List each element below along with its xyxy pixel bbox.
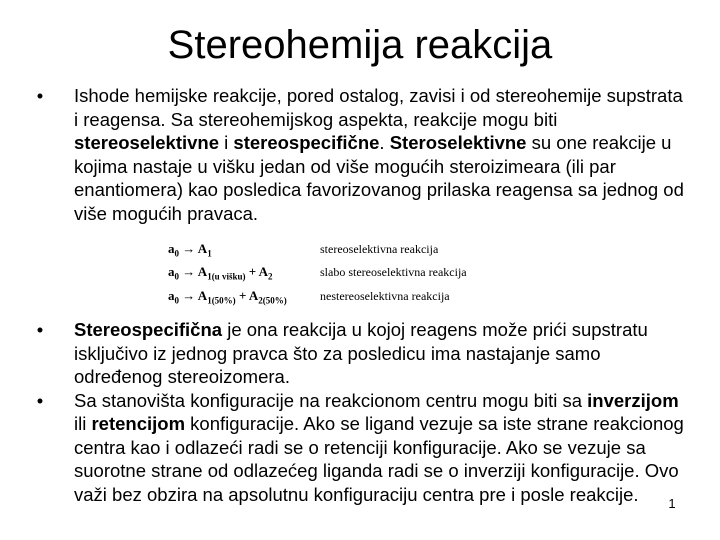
reaction-equation: $a_0 \to A_{1(u višku)} + A_2$ (168, 264, 273, 282)
term-inversion: inverzijom (587, 389, 679, 411)
bullet-list-top (30, 84, 690, 225)
text-run: i (219, 132, 234, 153)
reaction-equation: $a_0 \to A_1$ (168, 241, 212, 259)
term-steroselective: Steroselektivne (389, 132, 527, 153)
bullet-marker: • (36, 389, 44, 411)
bullet-configuration (30, 389, 690, 507)
text-run: su one reakcije u kojima nastaje u višku jedan od više mogućih steroizimeara (ili par enantiomera) kao posledica favorizovanog prilaska reagensa sa jednog od više mogućih pravaca. (74, 132, 684, 224)
bullet-marker: • (36, 319, 44, 340)
reaction-equation: $a_0 \to A_{1(50\%)} + A_{2(50\%)}$ (168, 288, 287, 306)
arrow-icon: → (179, 241, 198, 256)
text-run: Sa stanovišta konfiguracije na reakcionom centru mogu biti sa (74, 389, 588, 411)
arrow-icon: → (179, 288, 198, 303)
term-stereospecific: Stereospecifična (74, 319, 223, 340)
reaction-label: slabo stereoselektivna reakcija (320, 265, 467, 279)
term-stereospecific: stereospecifične (233, 132, 380, 153)
bullet-stereochemistry-intro (30, 84, 690, 225)
text-run: konfiguracije. Ako se ligand vezuje sa iste strane reakcionog centra kao i odlazeći radi se o retenciji konfiguracije. Ako se vezuje sa suorotne strane od odlazećeg liganda radi se o inverziji konfiguracije. Ovo važi bez obzira na apsolutnu konfiguraciju centra pre i posle reakcije. (74, 413, 684, 505)
slide-title: Stereohemija reakcija (167, 23, 553, 67)
reaction-label: stereoselektivna reakcija (320, 242, 439, 256)
bullet-list-bottom (30, 318, 690, 506)
bullet-marker: • (36, 85, 44, 106)
bullet-stereospecific (30, 318, 690, 389)
slide-number: 1 (668, 496, 676, 511)
term-stereoselective: stereoselektivne (74, 132, 220, 153)
text-run: Ishode hemijske reakcije, pored ostalog, zavisi i od stereohemije supstrata i reagensa. Sa stereohemijskog aspekta, reakcije mogu biti (74, 85, 683, 130)
term-retention: retencijom (91, 413, 186, 434)
text-run: . (379, 132, 390, 153)
text-run: ili (74, 413, 92, 434)
text-run: je ona reakcija u kojoj reagens može prići supstratu isključivo iz jednog pravca što za posledicu ima nastajanje samo određenog stereoizomera. (74, 319, 648, 387)
reaction-scheme (168, 240, 498, 308)
arrow-icon: → (179, 264, 198, 279)
reaction-label: nestereoselektivna reakcija (320, 289, 450, 303)
